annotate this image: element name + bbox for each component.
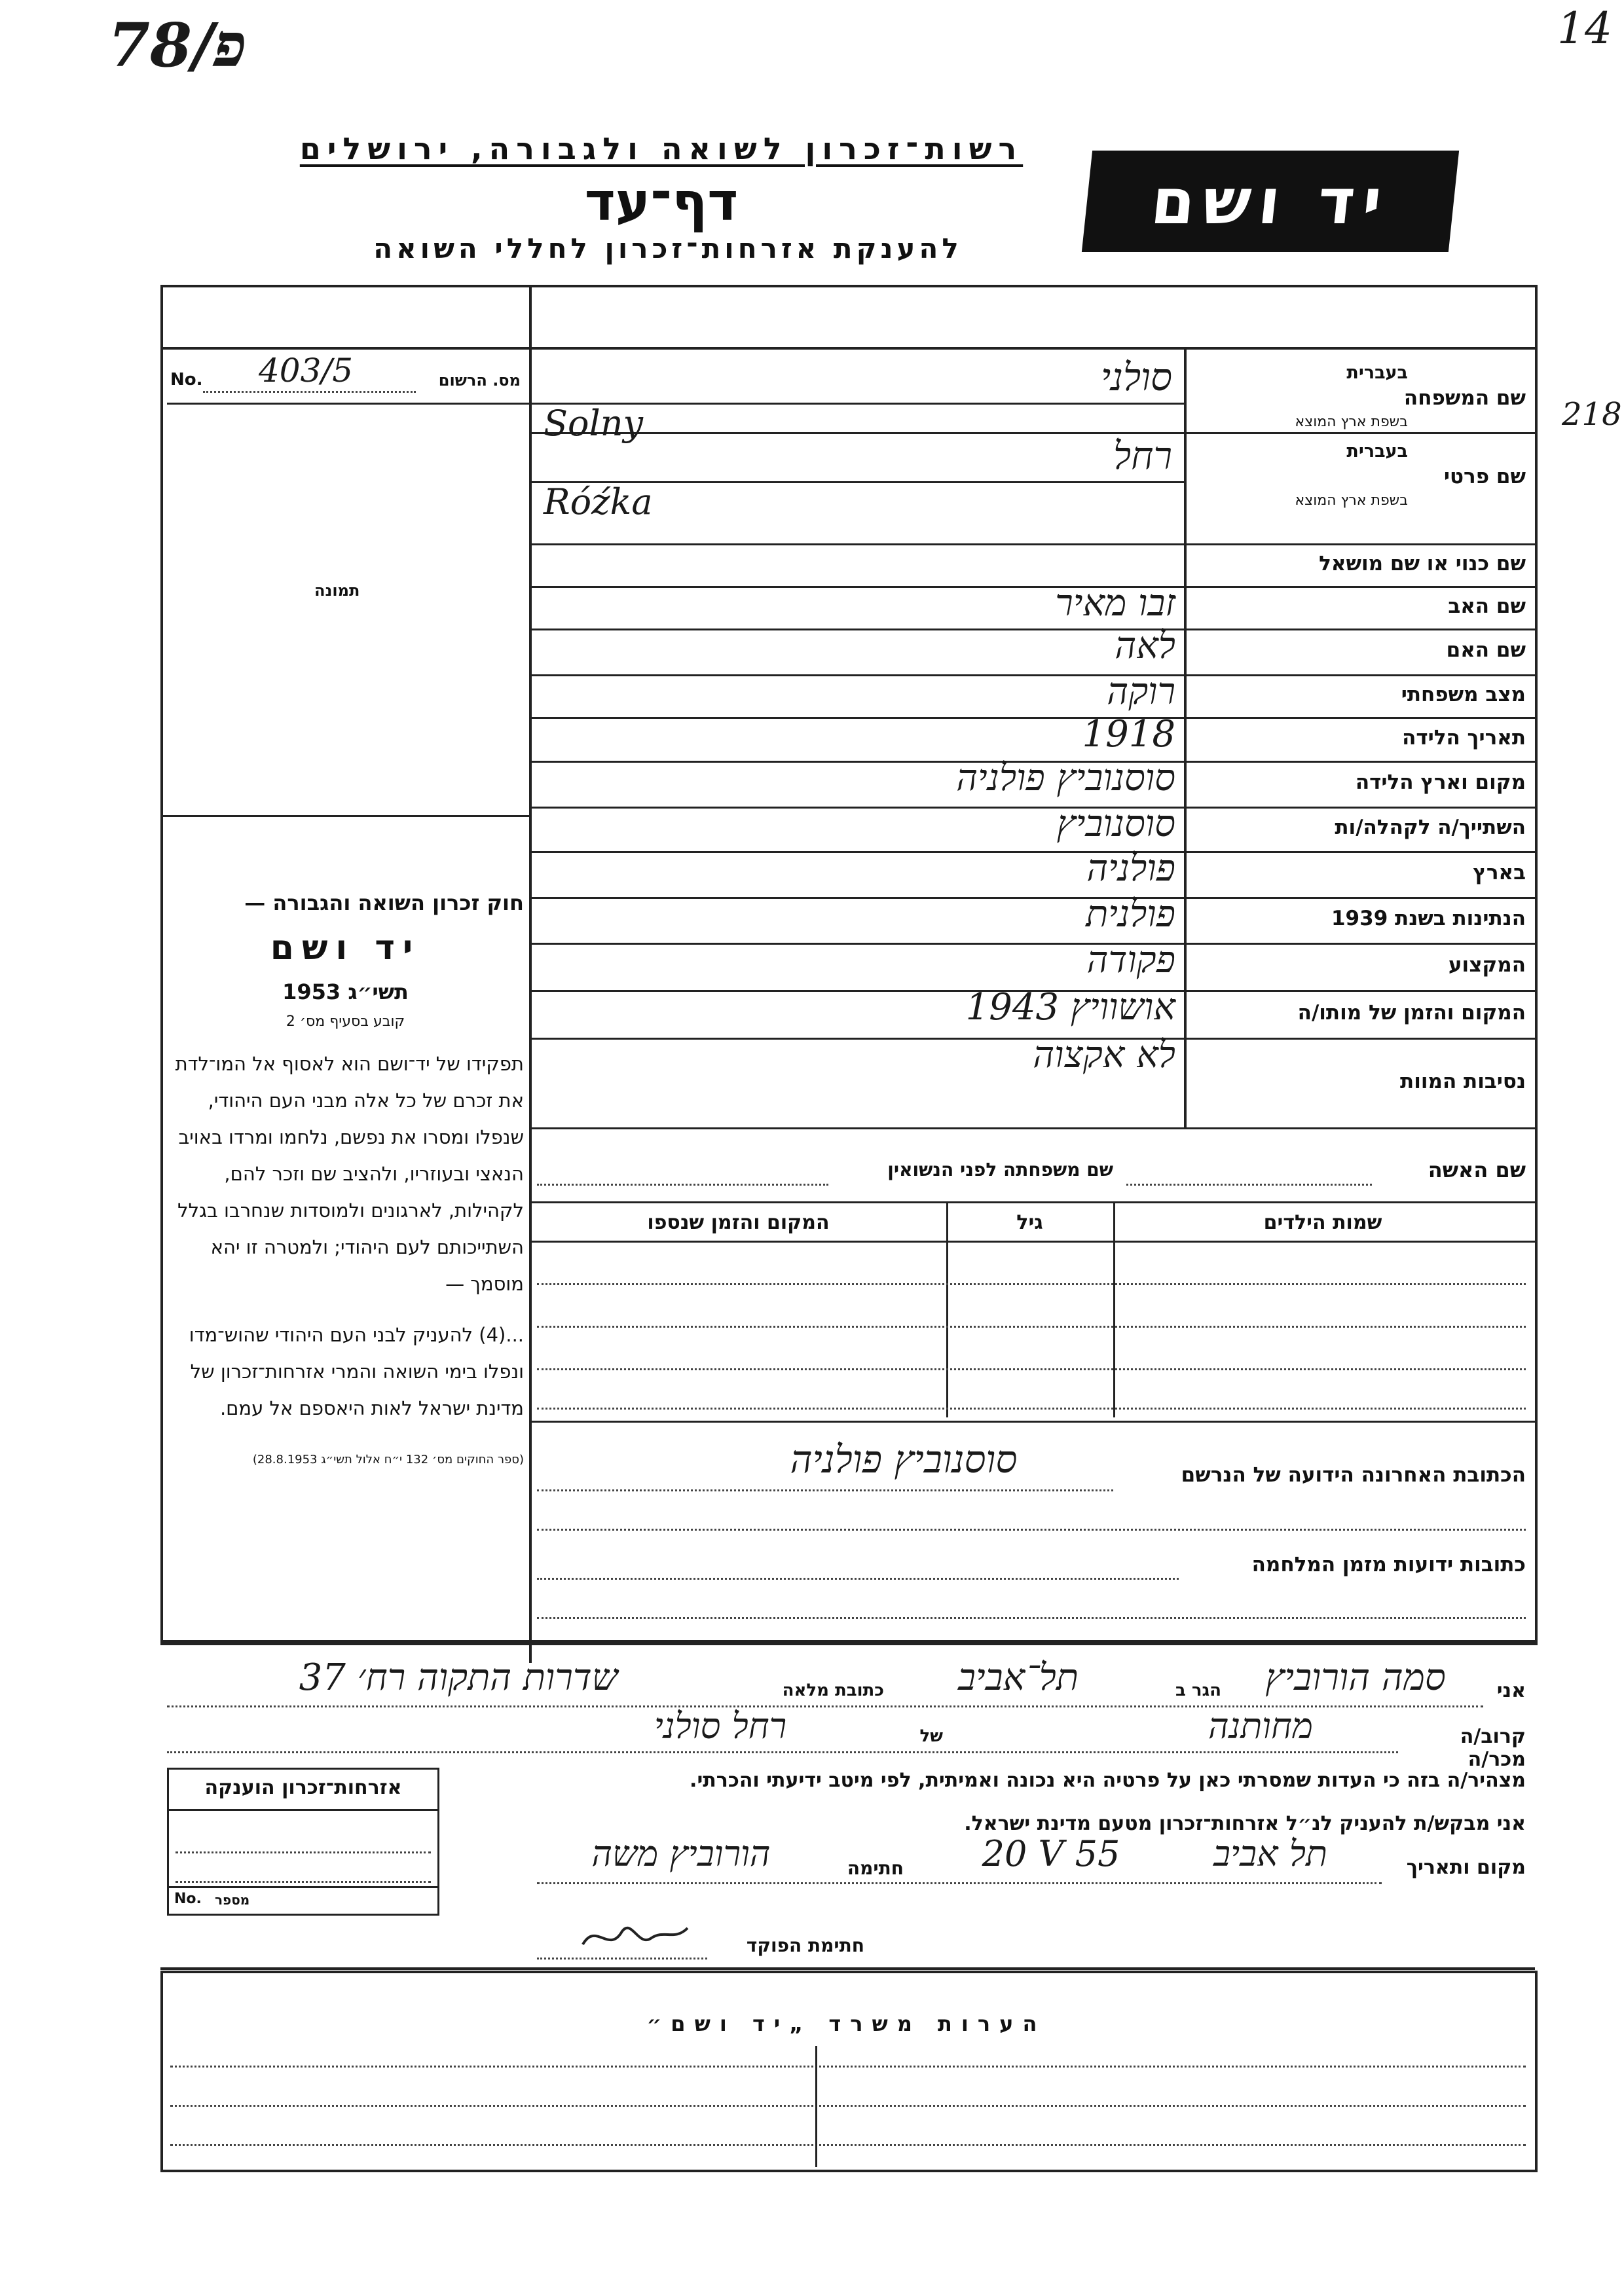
- field-value: סוסנוביץ: [1056, 803, 1175, 845]
- authority-line: רשות־זכרון לשואה ולגבורה, ירושלים: [299, 131, 1024, 166]
- office-notes-box: [160, 1971, 1538, 2172]
- logo-text: יד ושם: [1147, 164, 1393, 238]
- field-value: זבו מאיר: [1055, 582, 1175, 625]
- relation-of-name: רחל סולני: [654, 1705, 787, 1747]
- form-subtitle: להענקת אזרחות־זכרון לחללי השואה: [373, 232, 963, 264]
- spouse-maiden-label: שם משפחתה לפני הנשואין: [887, 1159, 1113, 1180]
- spouse-dotted-line: [1126, 1184, 1372, 1186]
- law-source: (ספר החוקים מס׳ 132 י״ח אלול תשי״ג 28.8.1953): [252, 1453, 524, 1467]
- children-col-divider-2: [1113, 1201, 1115, 1417]
- officer-signature-mark: [576, 1915, 694, 1961]
- place-value: תל אביב: [1213, 1833, 1327, 1874]
- field-label: המקצוע: [1448, 953, 1526, 977]
- office-notes-title: הערות משרד „יד ושם״: [646, 2011, 1046, 2036]
- field-value: לאה: [1115, 625, 1175, 667]
- last-address-dotted-1: [537, 1489, 1113, 1491]
- citizenship-number-label-he: מספר: [215, 1892, 250, 1908]
- registration-value: 403/5: [259, 352, 354, 390]
- relation-of-label: של: [919, 1726, 943, 1746]
- field-value: פולנית: [1086, 893, 1175, 936]
- field-label: שם האב: [1448, 594, 1526, 618]
- field-label: הנתינות בשנת 1939: [1331, 907, 1526, 930]
- spouse-row-top: [529, 1127, 1535, 1129]
- last-address-label: הכתובת האחרונה הידועה של הנרשם: [1181, 1463, 1526, 1487]
- place-date-label: מקום ותאריך: [1406, 1856, 1526, 1879]
- field-label: בארץ: [1473, 861, 1526, 884]
- last-address-value: סוסנוביץ פולניה: [790, 1437, 1018, 1482]
- office-notes-divider: [815, 2046, 817, 2167]
- place-date-dotted-line: [537, 1882, 1382, 1884]
- date-value: 20 V 55: [982, 1833, 1120, 1874]
- children-row-4: [537, 1408, 1526, 1410]
- declarant-address: שדרות התקוה רח׳ 37: [299, 1656, 618, 1699]
- officer-signature-dotted-line: [537, 1958, 707, 1959]
- registration-underline: [167, 403, 529, 405]
- request-text: אני מבקש/ת להעניק לנ״ל אזרחות־זכרון מטעם מדינת ישראל.: [964, 1812, 1526, 1835]
- children-col-divider-1: [946, 1201, 948, 1417]
- field-value: לא אקצוה: [1033, 1034, 1175, 1076]
- field-label: תאריך הלידה: [1402, 725, 1526, 750]
- declarant-address-label: כתובת מלאה: [782, 1681, 884, 1700]
- children-table-bottom: [529, 1421, 1535, 1423]
- declarant-section-bottom: [160, 1967, 1535, 1970]
- field-value: אושוויץ 1943: [965, 986, 1175, 1029]
- field-value-origin: Solny: [544, 403, 644, 444]
- field-value: פקודה: [1086, 939, 1175, 981]
- children-header-place-time: המקום והזמן שנספו: [647, 1211, 830, 1234]
- wartime-addresses-dotted-1: [537, 1578, 1179, 1580]
- law-box: [167, 890, 524, 1467]
- law-paragraph-1: תפקידו של יד־ושם הוא לאסוף אל המו־לדת את זכרם של כל אלה מבני העם היהודי, שנפלו ומסרו את נפשם, נלחמו ומרדו באויב הנאצי ובעוזריו, ולהציב שם וזכר להם, לקהילות, לארגונים ולמוסדות שנחרבו בגלל השתייכותם לעם היהודי; ולמטרה זו יהא מוסמך —: [175, 1053, 524, 1295]
- field-label: שם המשפחה: [1403, 386, 1526, 410]
- law-year: תשי״ג 1953: [282, 979, 409, 1004]
- field-label: השתייך/ה לקהלה/ות: [1335, 816, 1526, 839]
- field-value-hebrew: סולני: [1100, 355, 1172, 399]
- citizenship-number-line: [169, 1886, 437, 1888]
- citizenship-dotted-2: [175, 1881, 431, 1883]
- registration-number-field: [167, 352, 524, 396]
- registration-label-en: No.: [170, 370, 203, 390]
- citizenship-dotted-1: [175, 1851, 431, 1853]
- citizenship-box: [167, 1768, 439, 1916]
- field-sublabel-origin: בשפת ארץ המוצא: [1295, 414, 1408, 430]
- declaration-text: מצהיר/ה בזה כי העדות שמסרתי כאן על פרטיה היא נכונה ואמיתית, לפי מיטב ידיעתי והכרתי.: [690, 1769, 1526, 1792]
- margin-note-right: 218: [1562, 396, 1622, 433]
- office-notes-line-1: [170, 2066, 1526, 2068]
- declarant-city: תל־אביב: [957, 1656, 1079, 1699]
- top-row-divider: [160, 347, 1535, 350]
- field-label: שם כנוי או שם מושאל: [1319, 551, 1526, 575]
- declarant-prefix: אני: [1496, 1679, 1526, 1702]
- children-header-bottom: [529, 1241, 1535, 1243]
- children-row-2: [537, 1326, 1526, 1328]
- children-row-1: [537, 1283, 1526, 1285]
- field-label: מצב משפחתי: [1401, 682, 1526, 706]
- field-value-hebrew: רחל: [1113, 433, 1172, 478]
- field-label: מקום וארץ הלידה: [1355, 771, 1526, 794]
- last-address-dotted-2: [537, 1529, 1526, 1531]
- signature-label: חתימה: [847, 1857, 904, 1879]
- field-value: רוקה: [1107, 670, 1175, 713]
- field-value: פולניה: [1086, 847, 1175, 890]
- law-title: חוק זכרון השואה והגבורה —: [244, 890, 524, 915]
- citizenship-title-underline: [169, 1809, 437, 1811]
- field-value: 1918: [1082, 713, 1175, 756]
- law-clause: קובע בסעיף מס׳ 2: [286, 1013, 405, 1030]
- relation-label: קרוב/ה מכר/ה: [1460, 1725, 1526, 1771]
- registration-dotted-line: [203, 391, 416, 393]
- yad-vashem-logo: [1082, 151, 1459, 252]
- office-notes-line-2: [170, 2105, 1526, 2107]
- field-label: המקום והזמן של מותו/ה: [1297, 1000, 1526, 1025]
- children-table-top: [529, 1201, 1535, 1203]
- relation-value: מחותנה: [1208, 1705, 1313, 1747]
- field-value: סוסנוביץ פולניה: [956, 757, 1175, 799]
- citizenship-number-label-en: No.: [174, 1891, 202, 1907]
- children-header-names: שמות הילדים: [1263, 1211, 1382, 1234]
- field-row-divider: [529, 543, 1535, 545]
- children-header-age: גיל: [1016, 1211, 1043, 1234]
- field-label: שם האם: [1446, 638, 1526, 662]
- signature-value: הורוביץ משה: [591, 1833, 771, 1874]
- corner-note-top-right: 14: [1557, 3, 1612, 54]
- spouse-maiden-dotted-line: [537, 1184, 828, 1186]
- spouse-label: שם האשה: [1428, 1157, 1526, 1182]
- field-label: שם פרטי: [1443, 465, 1526, 488]
- wartime-addresses-dotted-2: [537, 1617, 1526, 1619]
- photo-area-bottom: [160, 815, 530, 817]
- law-name: יד ושם: [270, 928, 421, 968]
- officer-signature-label: חתימת הפוקד: [746, 1935, 864, 1956]
- left-column-divider: [529, 285, 532, 1663]
- children-row-3: [537, 1368, 1526, 1370]
- declarant-line-2: [167, 1751, 1398, 1753]
- field-value-origin: Róźka: [544, 481, 653, 522]
- field-sublabel-hebrew: בעברית: [1346, 441, 1408, 462]
- citizenship-box-title: אזרחות־זכרון הוענקה: [204, 1776, 402, 1799]
- declarant-name: סמה הורוביץ: [1265, 1656, 1446, 1699]
- declarant-section-top: [160, 1640, 1535, 1643]
- registration-label-he: מס. הרשום: [438, 371, 521, 390]
- law-paragraph-2: ...(4) להעניק לבני העם היהודי שהוש־מדו ונפלו בימי השואה והמרי אזרחות־זכרון של מדינת ישראל לאות היאספם אל עמם.: [189, 1324, 524, 1419]
- office-notes-line-3: [170, 2144, 1526, 2146]
- photo-label: תמונה: [314, 581, 360, 600]
- corner-note-top-left: 78/פ: [108, 10, 247, 81]
- field-label: נסיבות המוות: [1400, 1069, 1526, 1093]
- field-sublabel-origin: בשפת ארץ המוצא: [1295, 492, 1408, 509]
- wartime-addresses-label: כתובות ידועות מזמן המלחמה: [1251, 1553, 1526, 1576]
- form-title: דף־עד: [584, 172, 739, 232]
- declarant-resides-label: הגר ב: [1175, 1681, 1221, 1700]
- field-sublabel-hebrew: בעברית: [1346, 363, 1408, 383]
